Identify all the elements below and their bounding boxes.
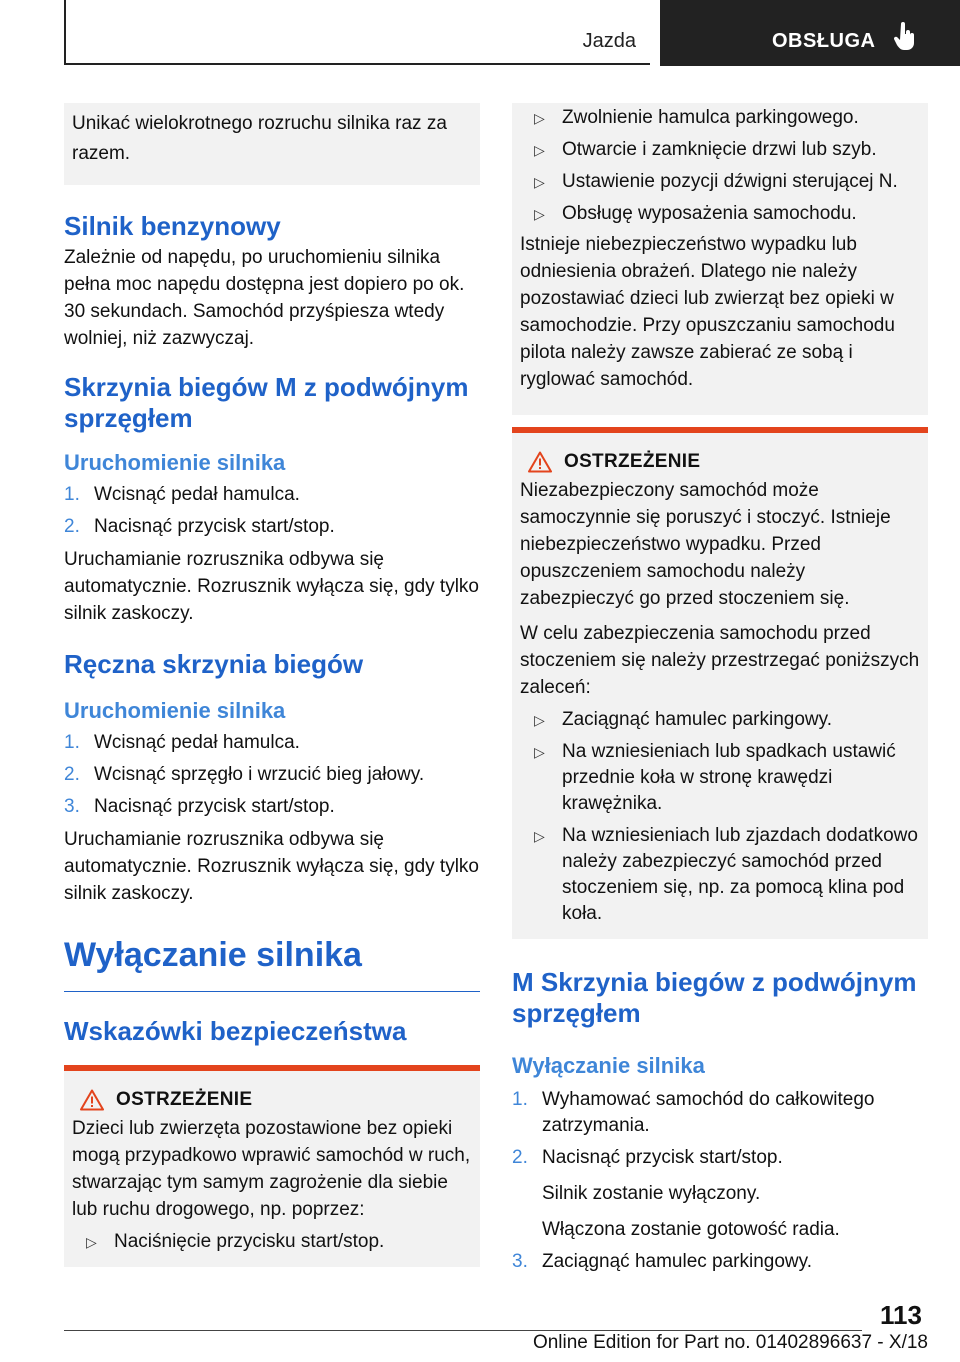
manual-start-heading: Uruchomienie silnika xyxy=(64,698,286,723)
list-item xyxy=(64,514,480,540)
note-text: Unikać wielokrotnego rozruchu silnika raz za razem. xyxy=(72,113,447,164)
warning-triangle-icon xyxy=(528,451,552,473)
heading-rule xyxy=(64,991,480,992)
petrol-text: Zależnie od napędu, po uruchomieniu silnika pełna moc napędu dostępna jest dopiero po ok. 30 sekundach. Samochód przyśpiesza wtedy wolniej, niż zazwyczaj. xyxy=(64,247,465,349)
m-dct-heading: M Skrzynia biegów z podwójnym sprzęgłem xyxy=(512,967,917,1028)
list-item-text: Zwolnienie hamulca parkingowego. xyxy=(562,107,859,128)
m-engine-off-heading: Wyłączanie silnika xyxy=(512,1053,705,1078)
step-number: 2. xyxy=(512,1147,528,1168)
safety-heading: Wskazówki bezpieczeństwa xyxy=(64,1016,407,1046)
triangle-bullet-icon: ▷ xyxy=(534,206,545,222)
step-number: 1. xyxy=(64,732,80,753)
warning-triangle-icon xyxy=(80,1089,104,1111)
list-item xyxy=(512,1145,928,1243)
list-item xyxy=(520,823,920,927)
list-item xyxy=(512,1249,928,1275)
warning-box xyxy=(64,1065,480,1267)
list-item xyxy=(64,482,480,508)
triangle-bullet-icon: ▷ xyxy=(534,744,545,760)
header-rule-horizontal xyxy=(64,63,650,65)
warning-text: Niezabezpieczony samochód może samoczynnie się poruszyć i stoczyć. Istnieje niebezpieczeństwo wypadku. Przed opuszczeniem samochodu należy zabezpieczyć go przed stoczeniem się. xyxy=(520,480,891,609)
list-item-text: Na wzniesieniach lub spadkach ustawić przednie koła w stronę krawędzi krawężnika. xyxy=(562,741,896,814)
warning-continuation-text: Istnieje niebezpieczeństwo wypadku lub odniesienia obrażeń. Dlatego nie należy pozostawiać dzieci lub zwierząt bez opieki w samochodzie. Przy opuszczaniu samochodu pilota należy zawsze zabierać ze sobą i ryglować samochód. xyxy=(520,234,895,390)
list-item-text: Obsługę wyposażenia samochodu. xyxy=(562,203,857,224)
list-item xyxy=(520,105,920,131)
list-item-text: Zaciągnąć hamulec parkingowy. xyxy=(562,709,833,730)
warning-label: OSTRZEŻENIE xyxy=(116,1089,253,1110)
step-number: 2. xyxy=(64,764,80,785)
manual-steps xyxy=(64,730,480,820)
left-column xyxy=(64,103,480,1267)
triangle-bullet-icon: ▷ xyxy=(86,1234,97,1250)
list-item xyxy=(520,707,920,733)
list-item xyxy=(520,201,920,227)
footer-rule xyxy=(64,1330,862,1331)
warning-box-2 xyxy=(512,427,928,939)
warning-list xyxy=(520,707,920,927)
step-text: Wcisnąć pedał hamulca. xyxy=(94,484,300,505)
list-item-text: Otwarcie i zamknięcie drzwi lub szyb. xyxy=(562,139,877,160)
list-item-text: Na wzniesieniach lub zjazdach dodatkowo należy zabezpieczyć samochód przed stoczeniem się, np. za pomocą klina pod koła. xyxy=(562,825,918,924)
dct-start-heading: Uruchomienie silnika xyxy=(64,450,286,475)
warning-header xyxy=(528,451,920,473)
list-item xyxy=(512,1087,928,1139)
step-number: 1. xyxy=(64,484,80,505)
step-text: Nacisnąć przycisk start/stop. xyxy=(94,516,335,537)
list-item xyxy=(520,169,920,195)
chapter-tab[interactable] xyxy=(660,0,960,66)
warning-text-2: W celu zabezpieczenia samochodu przed stoczeniem się należy przestrzegać poniższych zaleceń: xyxy=(520,623,920,698)
section-label: Jazda xyxy=(582,30,636,52)
triangle-bullet-icon: ▷ xyxy=(534,828,545,844)
engine-off-heading: Wyłączanie silnika xyxy=(64,936,362,974)
step-result: Silnik zostanie wyłączony. xyxy=(542,1183,761,1204)
manual-heading: Ręczna skrzynia biegów xyxy=(64,649,364,679)
warning-text: Dzieci lub zwierzęta pozostawione bez opieki mogą przypadkowo wprawić samochód w ruch, stwarzając tym samym zagrożenie dla siebie lub ruchu drogowego, np. poprzez: xyxy=(72,1118,471,1220)
warning-label: OSTRZEŻENIE xyxy=(564,451,701,472)
step-text: Nacisnąć przycisk start/stop. xyxy=(542,1147,783,1168)
dct-heading: Skrzynia biegów M z podwójnym sprzęgłem xyxy=(64,372,469,433)
header-rule-vertical xyxy=(64,0,66,64)
note-box xyxy=(64,103,480,185)
step-number: 2. xyxy=(64,516,80,537)
step-number: 3. xyxy=(512,1251,528,1272)
step-text: Wcisnąć sprzęgło i wrzucić bieg jałowy. xyxy=(94,764,425,785)
warning-list xyxy=(72,1229,472,1255)
triangle-bullet-icon: ▷ xyxy=(534,174,545,190)
list-item xyxy=(520,137,920,163)
triangle-bullet-icon: ▷ xyxy=(534,142,545,158)
chapter-label: OBSŁUGA xyxy=(772,30,876,52)
page-number: 113 xyxy=(880,1300,922,1330)
list-item xyxy=(72,1229,472,1255)
step-number: 1. xyxy=(512,1089,528,1110)
list-item xyxy=(64,794,480,820)
step-text: Zaciągnąć hamulec parkingowy. xyxy=(542,1251,813,1272)
list-item-text: Naciśnięcie przycisku start/stop. xyxy=(114,1231,385,1252)
step-text: Wyhamować samochód do całkowitego zatrzymania. xyxy=(542,1089,875,1136)
dct-note: Uruchamianie rozrusznika odbywa się automatycznie. Rozrusznik wyłącza się, gdy tylko silnik zaskoczy. xyxy=(64,549,479,624)
manual-note: Uruchamianie rozrusznika odbywa się automatycznie. Rozrusznik wyłącza się, gdy tylko silnik zaskoczy. xyxy=(64,829,479,904)
edition-note: Online Edition for Part no. 01402896637 - X/18 xyxy=(532,1332,928,1353)
warning-continuation-list xyxy=(520,105,920,227)
warning-continuation-box xyxy=(512,103,928,415)
triangle-bullet-icon: ▷ xyxy=(534,712,545,728)
list-item xyxy=(64,730,480,756)
triangle-bullet-icon: ▷ xyxy=(534,110,545,126)
step-number: 3. xyxy=(64,796,80,817)
right-column xyxy=(512,103,928,1275)
dct-steps xyxy=(64,482,480,540)
warning-header xyxy=(80,1089,472,1111)
step-text: Wcisnąć pedał hamulca. xyxy=(94,732,300,753)
step-text: Nacisnąć przycisk start/stop. xyxy=(94,796,335,817)
hand-pointer-icon xyxy=(894,22,916,52)
list-item xyxy=(520,739,920,817)
m-steps xyxy=(512,1087,928,1275)
petrol-heading: Silnik benzynowy xyxy=(64,211,281,241)
step-result: Włączona zostanie gotowość radia. xyxy=(542,1219,840,1240)
list-item-text: Ustawienie pozycji dźwigni sterującej N. xyxy=(562,171,898,192)
list-item xyxy=(64,762,480,788)
